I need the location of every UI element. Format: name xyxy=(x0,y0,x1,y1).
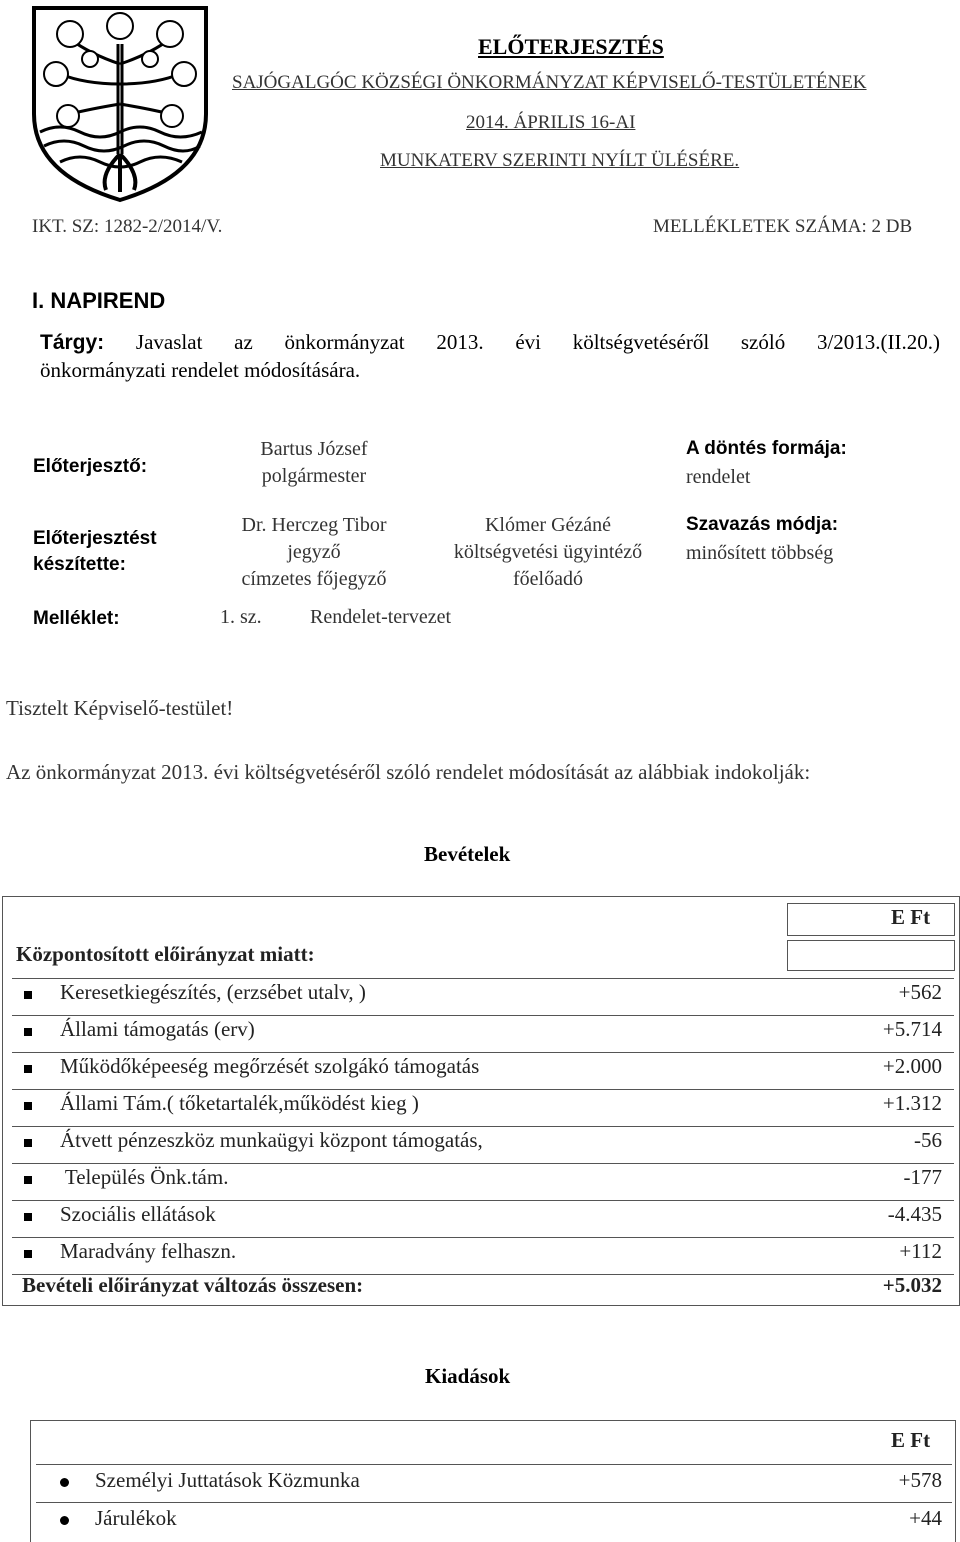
square-bullet-icon xyxy=(24,1028,32,1036)
income-row-separator xyxy=(12,1200,954,1201)
income-row-label: Működőképeeség megőrzését szolgákó támogatás xyxy=(60,1054,480,1078)
income-row-value: -4.435 xyxy=(887,1202,942,1226)
expense-row-value: +578 xyxy=(898,1468,942,1492)
meeting-type: MUNKATERV SZERINTI NYÍLT ÜLÉSÉRE. xyxy=(380,150,740,171)
expense-row-separator xyxy=(36,1464,952,1465)
income-row-label: Település Önk.tám. xyxy=(60,1165,229,1189)
attachment-value: Rendelet-tervezet xyxy=(310,606,452,628)
square-bullet-icon xyxy=(24,1102,32,1110)
presenter-title: polgármester xyxy=(261,465,367,487)
expense-row-separator xyxy=(36,1502,952,1503)
income-row-value: +2.000 xyxy=(882,1054,942,1078)
decision-form-label: A döntés formája: xyxy=(686,438,847,459)
preparer-2-name: Klómer Gézáné xyxy=(484,514,612,536)
attachments-count: MELLÉKLETEK SZÁMA: 2 DB xyxy=(653,216,913,237)
income-row-label: Állami támogatás (erv) xyxy=(60,1017,255,1041)
attachment-label: Melléklet: xyxy=(33,608,120,629)
prepared-by-label-2: készítette: xyxy=(33,554,126,575)
income-row-label: Maradvány felhaszn. xyxy=(60,1239,237,1263)
income-row-value: +1.312 xyxy=(882,1091,942,1115)
meeting-date: 2014. ÁPRILIS 16-AI xyxy=(466,112,636,133)
income-row-label: Állami Tám.( tőketartalék,működést kieg ) xyxy=(60,1091,419,1115)
expenses-section-title: Kiadások xyxy=(425,1364,511,1388)
voting-method-value: minősített többség xyxy=(686,542,834,564)
subject-line-2: önkormányzati rendelet módosítására. xyxy=(40,358,361,382)
subject-line-1 xyxy=(40,330,940,355)
subject-label: Tárgy: xyxy=(40,331,105,354)
village-coat-of-arms-icon xyxy=(30,4,210,204)
income-row-separator xyxy=(12,1015,954,1016)
income-row-label: Keresetkiegészítés, (erzsébet utalv, ) xyxy=(60,980,366,1004)
income-row-value: +562 xyxy=(898,980,942,1004)
income-section-title: Bevételek xyxy=(424,842,511,866)
round-bullet-icon xyxy=(60,1516,69,1525)
voting-method-label: Szavazás módja: xyxy=(686,514,839,535)
round-bullet-icon xyxy=(60,1478,69,1487)
expense-row-label: Járulékok xyxy=(95,1506,177,1530)
income-subheader: Központosított előirányzat miatt: xyxy=(16,942,315,966)
income-row-label: Szociális ellátások xyxy=(60,1202,216,1226)
income-row-separator xyxy=(12,1089,954,1090)
square-bullet-icon xyxy=(24,1176,32,1184)
square-bullet-icon xyxy=(24,1250,32,1258)
expense-row-value: +44 xyxy=(909,1506,942,1530)
income-row-separator xyxy=(12,978,954,979)
square-bullet-icon xyxy=(24,1139,32,1147)
expense-row-label: Személyi Juttatások Közmunka xyxy=(95,1468,360,1492)
income-row-value: +5.714 xyxy=(882,1017,942,1041)
income-total-label: Bevételi előirányzat változás összesen: xyxy=(22,1273,364,1297)
preparer-2-rank: főelőadó xyxy=(513,568,583,590)
presenter-label: Előterjesztő: xyxy=(33,456,148,477)
council-name: SAJÓGALGÓC KÖZSÉGI ÖNKORMÁNYZAT KÉPVISELŐ-TESTÜLETÉNEK xyxy=(232,72,867,93)
income-row-separator xyxy=(12,1052,954,1053)
prepared-by-label-1: Előterjesztést xyxy=(33,528,157,549)
subject-text: Javaslat az önkormányzat 2013. évi költségvetéséről szóló 3/2013.(II.20.) xyxy=(135,330,940,354)
income-row-value: -56 xyxy=(914,1128,942,1152)
income-empty-cell xyxy=(787,940,955,971)
income-row-label: Átvett pénzeszköz munkaügyi központ támogatás, xyxy=(60,1128,483,1152)
income-row-value: +112 xyxy=(899,1239,942,1263)
income-row-separator xyxy=(12,1237,954,1238)
square-bullet-icon xyxy=(24,1213,32,1221)
income-row-value: -177 xyxy=(903,1165,942,1189)
expenses-unit: E Ft xyxy=(891,1428,931,1452)
preparer-2-title: költségvetési ügyintéző xyxy=(453,541,643,563)
square-bullet-icon xyxy=(24,991,32,999)
document-title: ELŐTERJESZTÉS xyxy=(478,34,664,59)
greeting: Tisztelt Képviselő-testület! xyxy=(6,696,234,720)
decision-form-value: rendelet xyxy=(686,466,751,488)
income-total-value: +5.032 xyxy=(882,1273,942,1297)
preparer-1-rank: címzetes főjegyző xyxy=(241,568,387,590)
agenda-number: I. NAPIREND xyxy=(32,288,166,313)
presenter-name: Bartus József xyxy=(260,438,368,460)
square-bullet-icon xyxy=(24,1065,32,1073)
preparer-1-title: jegyző xyxy=(287,541,341,563)
preparer-1-name: Dr. Herczeg Tibor xyxy=(241,514,387,536)
income-row-separator xyxy=(12,1126,954,1127)
attachment-number: 1. sz. xyxy=(220,606,262,628)
registration-number: IKT. SZ: 1282-2/2014/V. xyxy=(32,216,223,237)
intro-paragraph: Az önkormányzat 2013. évi költségvetéséről szóló rendelet módosítását az alábbiak indokolják: xyxy=(6,760,811,784)
income-unit: E Ft xyxy=(891,905,931,929)
income-row-separator xyxy=(12,1163,954,1164)
